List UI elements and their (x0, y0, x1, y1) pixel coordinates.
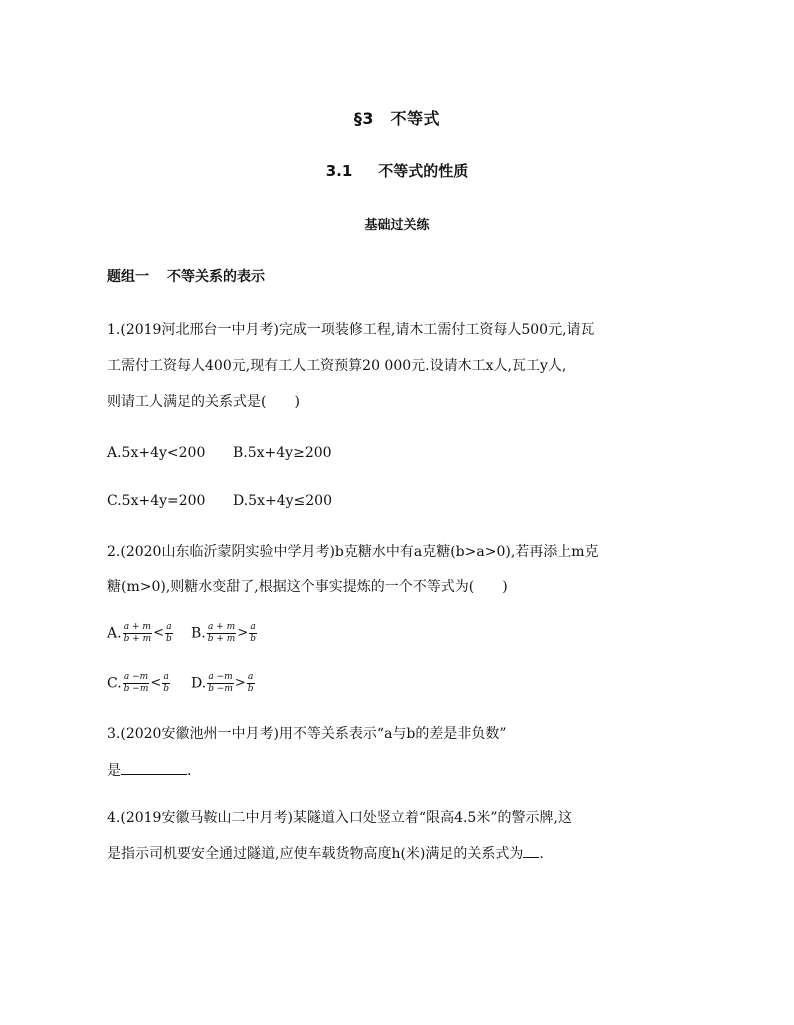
q2-option-c (107, 672, 191, 695)
q2-option-c-fraction: $\frac{a -m}{b -m}$ (123, 672, 149, 694)
q4-line-2 (107, 843, 544, 864)
q1-option-d: D.5x+4y≤200 (233, 493, 332, 509)
exercise-section-title: 基础过关练 (364, 218, 430, 233)
q2-line-2: 糖(m>0),则糖水变甜了,根据这个事实提炼的一个不等式为( ) (107, 579, 508, 595)
q2-options-row-1 (107, 622, 258, 645)
subsection-name: 不等式的性质 (378, 162, 469, 180)
q2-option-a-fraction: $\frac{a + m}{b + m}$ (123, 622, 152, 644)
q3-line-2-suffix: . (187, 763, 192, 779)
q3-answer-blank[interactable] (121, 760, 187, 775)
subsection-number: 3.1 (325, 162, 353, 180)
q2-options-row-2 (107, 672, 256, 695)
q1-option-a: A.5x+4y<200 (107, 445, 206, 461)
q2-option-b (191, 622, 258, 645)
q2-option-a-rhs: $\frac{a}{b}$ (166, 622, 172, 644)
q1-line-3: 则请工人满足的关系式是( ) (107, 394, 300, 410)
q2-line-1: 2.(2020山东临沂蒙阴实验中学月考)b克糖水中有a克糖(b>a>0),若再添上m克 (107, 544, 599, 560)
q2-option-b-label: B. (191, 625, 206, 642)
group-label: 题组一 (107, 269, 149, 285)
q2-option-c-rhs: $\frac{a}{b}$ (163, 672, 170, 694)
q3-line-2 (107, 760, 191, 781)
q4-line-1: 4.(2019安徽马鞍山二中月考)某隧道入口处竖立着“限高4.5米”的警示牌,这 (107, 810, 572, 826)
q4-line-2-text: 是指示司机要安全通过隧道,应使车载货物高度h(米)满足的关系式为 (107, 846, 524, 862)
q2-option-a (107, 622, 191, 645)
q4-answer-blank[interactable] (523, 843, 539, 858)
q1-option-c: C.5x+4y=200 (107, 493, 206, 509)
q2-option-b-rhs: $\frac{a}{b}$ (250, 622, 256, 644)
q1-option-b: B.5x+4y≥200 (233, 445, 332, 461)
q2-option-c-label: C. (107, 675, 122, 692)
q1-options-row-1 (107, 443, 332, 463)
q4-line-2-suffix: . (539, 846, 544, 862)
q1-line-1: 1.(2019河北邢台一中月考)完成一项装修工程,请木工需付工资每人500元,请瓦 (107, 322, 595, 338)
group-title: 不等关系的表示 (167, 269, 265, 285)
q1-options-row-2 (107, 491, 332, 511)
q2-option-a-relation: < (153, 625, 165, 641)
q2-option-d-fraction: $\frac{a -m}{b -m}$ (208, 672, 233, 694)
q2-option-b-fraction: $\frac{a + m}{b + m}$ (207, 622, 236, 644)
q2-option-d-relation: > (234, 675, 246, 691)
q3-line-1: 3.(2020安徽池州一中月考)用不等关系表示“a与b的差是非负数” (107, 726, 507, 742)
q1-line-2: 工需付工资每人400元,现有工人工资预算20 000元.设请木工x人,瓦工y人, (107, 358, 567, 374)
question-group-heading (107, 266, 265, 286)
q2-option-c-relation: < (150, 675, 162, 691)
q2-option-d-label: D. (191, 675, 207, 692)
q2-option-d-rhs: $\frac{a}{b}$ (247, 672, 254, 694)
q2-option-a-label: A. (107, 625, 122, 642)
q2-option-d (191, 672, 256, 695)
section-title: §3 不等式 (353, 109, 441, 128)
q3-line-2-prefix: 是 (107, 763, 121, 779)
q2-option-b-relation: > (237, 625, 249, 641)
subsection-title (0, 160, 794, 181)
